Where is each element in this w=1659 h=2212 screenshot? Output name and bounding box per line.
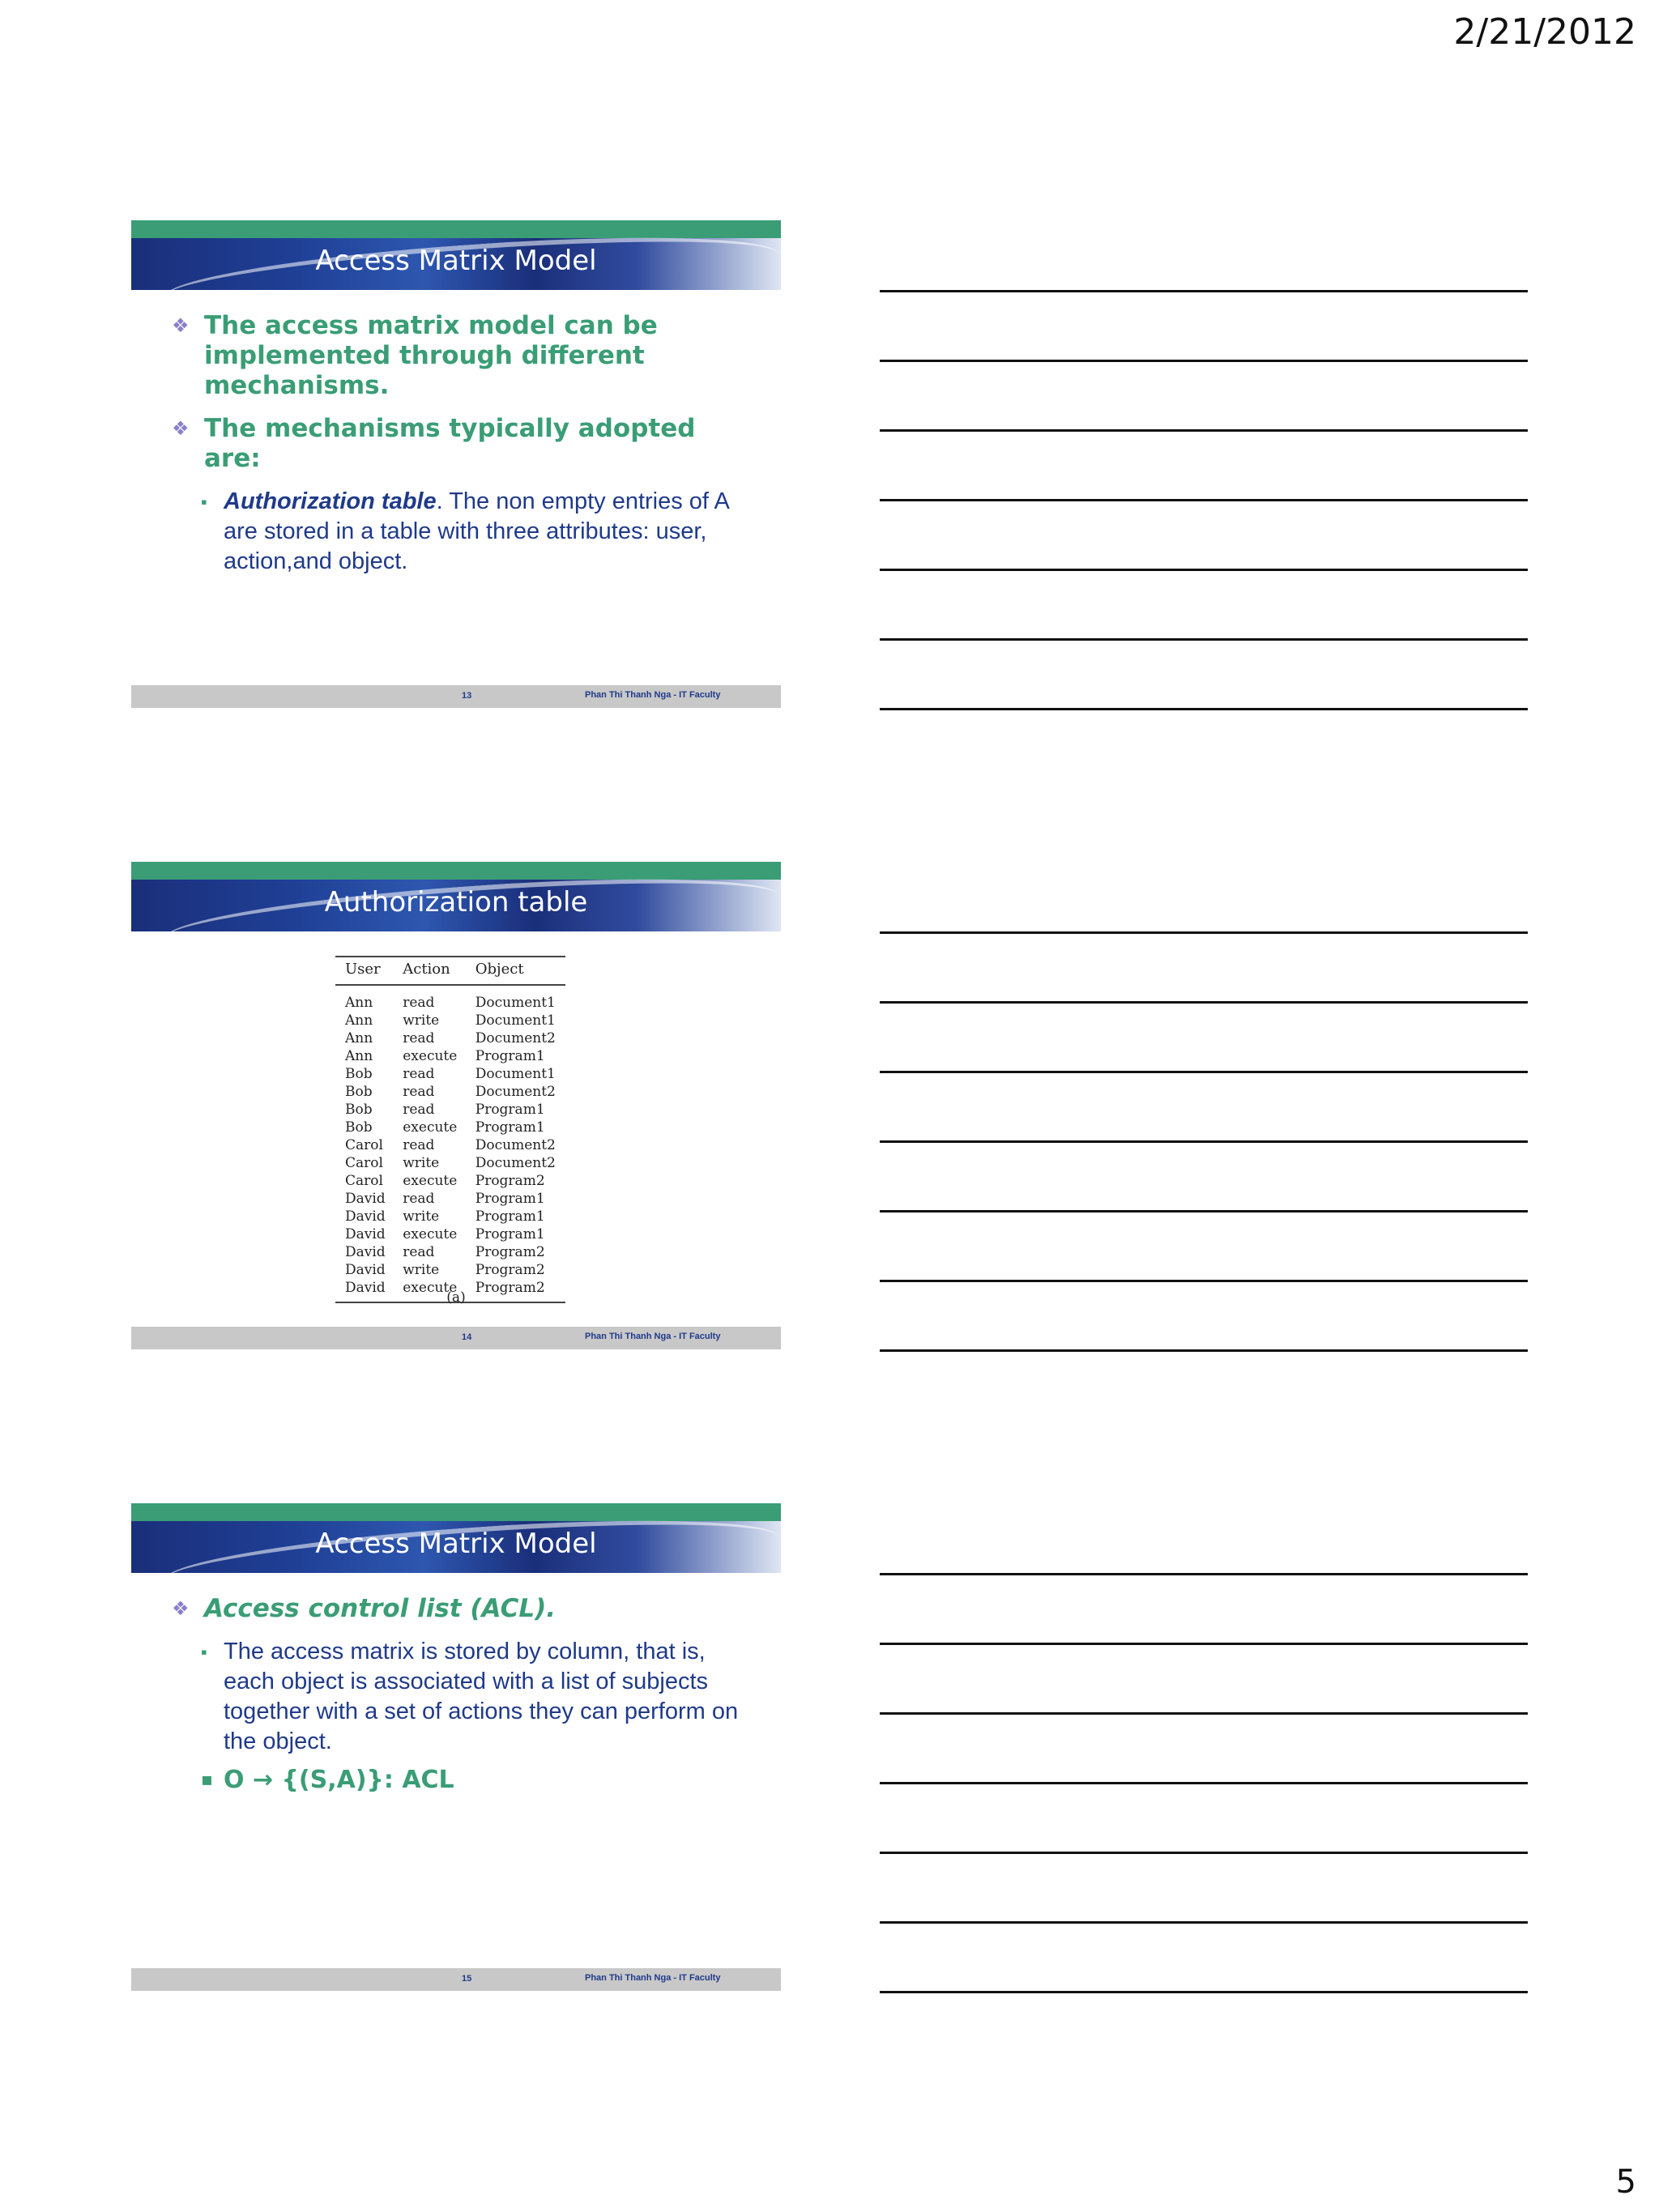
slide-number: 14 bbox=[462, 1332, 472, 1342]
table-row bbox=[335, 1225, 565, 1243]
slide-number: 13 bbox=[462, 691, 472, 701]
note-line bbox=[880, 499, 1528, 501]
sub-bullet-lead: Authorization table bbox=[224, 488, 437, 514]
note-line bbox=[880, 1573, 1528, 1575]
table-cell: Document2 bbox=[475, 1030, 556, 1046]
table-cell: read bbox=[403, 1030, 435, 1046]
table-cell: execute bbox=[403, 1048, 458, 1064]
table-cell: Program2 bbox=[475, 1173, 545, 1189]
column-header-user: User bbox=[335, 957, 393, 985]
bullet-text: Access control list (ACL). bbox=[204, 1594, 557, 1623]
slide-footer bbox=[131, 1968, 781, 1991]
table-cell: Program1 bbox=[475, 1102, 545, 1118]
table-cell: David bbox=[345, 1262, 386, 1278]
note-line bbox=[880, 1991, 1528, 1993]
note-line bbox=[880, 1210, 1528, 1213]
table-row bbox=[335, 1101, 565, 1119]
table-cell: Ann bbox=[345, 995, 373, 1011]
table-cell: Program1 bbox=[475, 1226, 545, 1242]
bullet bbox=[172, 414, 755, 474]
slide-footer bbox=[131, 1327, 781, 1349]
table-cell: Document1 bbox=[475, 995, 556, 1011]
table-cell: Ann bbox=[345, 1030, 373, 1046]
note-line bbox=[880, 290, 1528, 292]
slide-footer bbox=[131, 685, 781, 708]
slide-title: Authorization table bbox=[324, 886, 588, 918]
note-line bbox=[880, 429, 1528, 432]
sub-bullet-text: . The non empty entries of A are stored in a table with three attributes: user, action,and object. bbox=[224, 488, 729, 574]
table-cell: read bbox=[403, 1102, 435, 1118]
sub-bullet bbox=[172, 1637, 755, 1757]
table-cell: execute bbox=[403, 1173, 458, 1189]
slide-title: Access Matrix Model bbox=[315, 1528, 597, 1560]
table-cell: David bbox=[345, 1208, 386, 1225]
slide-body bbox=[172, 311, 755, 585]
table-row bbox=[335, 985, 565, 1012]
authorization-table bbox=[335, 956, 565, 1303]
footer-author: Phan Thi Thanh Nga - IT Faculty bbox=[585, 690, 721, 700]
note-line bbox=[880, 1782, 1528, 1784]
note-line bbox=[880, 1071, 1528, 1073]
table-cell: Document2 bbox=[475, 1137, 556, 1153]
table-row bbox=[335, 1208, 565, 1225]
note-line bbox=[880, 1712, 1528, 1715]
table-cell: execute bbox=[403, 1119, 458, 1136]
bullet-text: The access matrix model can be implemented through different mechanisms. bbox=[204, 311, 658, 400]
square-bullet-icon: ▪ bbox=[201, 1770, 213, 1790]
table-cell: Carol bbox=[345, 1155, 383, 1171]
sub-bullet bbox=[172, 1765, 755, 1795]
table-row bbox=[335, 1119, 565, 1136]
table-cell: Program2 bbox=[466, 1279, 565, 1302]
table-row bbox=[335, 1243, 565, 1261]
table-row bbox=[335, 1154, 565, 1172]
table-row bbox=[335, 1065, 565, 1083]
table-cell: Program1 bbox=[475, 1119, 545, 1136]
table-cell: David bbox=[345, 1244, 386, 1260]
table-row bbox=[335, 1047, 565, 1065]
table-cell: David bbox=[335, 1279, 393, 1302]
slide-title: Access Matrix Model bbox=[315, 245, 597, 277]
table-cell: write bbox=[403, 1155, 440, 1171]
sub-bullet-text: O → {(S,A)}: ACL bbox=[224, 1766, 454, 1794]
table-row bbox=[335, 1083, 565, 1101]
table-cell: Program2 bbox=[475, 1244, 545, 1260]
diamond-bullet-icon: ❖ bbox=[172, 314, 190, 337]
table-cell: Program1 bbox=[475, 1208, 545, 1225]
table-cell: Program1 bbox=[475, 1191, 545, 1207]
table-cell: Ann bbox=[345, 1012, 373, 1029]
table-cell: execute bbox=[403, 1226, 458, 1242]
slide-14 bbox=[131, 862, 781, 1349]
note-line bbox=[880, 1852, 1528, 1854]
bullet bbox=[172, 311, 755, 401]
table-cell: write bbox=[403, 1012, 440, 1029]
table-cell: read bbox=[403, 1244, 435, 1260]
table-cell: Ann bbox=[345, 1048, 373, 1064]
table-row bbox=[335, 1136, 565, 1154]
table-cell: David bbox=[345, 1226, 386, 1242]
slide-body bbox=[172, 1594, 755, 1803]
table-cell: Carol bbox=[345, 1173, 383, 1189]
table-row bbox=[335, 1261, 565, 1279]
page-number: 5 bbox=[1615, 2163, 1636, 2201]
table-caption: (a) bbox=[446, 1289, 466, 1306]
table-cell: Document2 bbox=[475, 1084, 556, 1100]
table-cell: read bbox=[403, 1084, 435, 1100]
column-header-object: Object bbox=[466, 957, 565, 985]
table-cell: write bbox=[403, 1262, 440, 1278]
table-row bbox=[335, 1190, 565, 1208]
table-cell: read bbox=[403, 995, 435, 1011]
table-cell: Document2 bbox=[475, 1155, 556, 1171]
note-line bbox=[880, 931, 1528, 934]
note-line bbox=[880, 1921, 1528, 1924]
table-cell: David bbox=[345, 1191, 386, 1207]
table-cell: Carol bbox=[345, 1137, 383, 1153]
square-bullet-icon: ▪ bbox=[201, 1642, 207, 1662]
square-bullet-icon: ▪ bbox=[201, 492, 207, 512]
slide-header bbox=[131, 1503, 781, 1573]
table-cell: Document1 bbox=[475, 1012, 556, 1029]
table-cell: write bbox=[403, 1208, 440, 1225]
slide-header bbox=[131, 220, 781, 290]
table-cell: read bbox=[403, 1137, 435, 1153]
note-line bbox=[880, 638, 1528, 641]
table-cell: Document1 bbox=[475, 1066, 556, 1082]
table-row bbox=[335, 1172, 565, 1190]
table-cell: Bob bbox=[345, 1119, 373, 1136]
slide-header bbox=[131, 862, 781, 931]
note-line bbox=[880, 1140, 1528, 1143]
table-cell: read bbox=[403, 1191, 435, 1207]
note-line bbox=[880, 1280, 1528, 1282]
table-cell: execute bbox=[393, 1279, 466, 1302]
table-body bbox=[335, 985, 565, 1302]
slide-15 bbox=[131, 1503, 781, 1991]
table-cell: Bob bbox=[345, 1102, 373, 1118]
page-date: 2/21/2012 bbox=[1453, 11, 1636, 53]
table-cell: Program1 bbox=[475, 1048, 545, 1064]
diamond-bullet-icon: ❖ bbox=[172, 1597, 190, 1620]
slide-number: 15 bbox=[462, 1974, 472, 1984]
bullet-text: The mechanisms typically adopted are: bbox=[204, 414, 696, 473]
footer-author: Phan Thi Thanh Nga - IT Faculty bbox=[585, 1332, 721, 1341]
note-line bbox=[880, 1643, 1528, 1645]
sub-bullet-text: The access matrix is stored by column, that is, each object is associated with a list of subjects together with a set of actions they can perform on the object. bbox=[224, 1639, 739, 1754]
table-row bbox=[335, 1012, 565, 1029]
bullet bbox=[172, 1594, 755, 1624]
sub-bullet bbox=[172, 487, 755, 577]
column-header-action: Action bbox=[393, 957, 466, 985]
note-line bbox=[880, 360, 1528, 362]
note-line bbox=[880, 708, 1528, 710]
note-line bbox=[880, 569, 1528, 571]
table-row bbox=[335, 1029, 565, 1047]
diamond-bullet-icon: ❖ bbox=[172, 417, 190, 440]
note-line bbox=[880, 1349, 1528, 1352]
footer-author: Phan Thi Thanh Nga - IT Faculty bbox=[585, 1973, 721, 1983]
table-cell: Bob bbox=[345, 1084, 373, 1100]
table-cell: Bob bbox=[345, 1066, 373, 1082]
table-cell: Program2 bbox=[475, 1262, 545, 1278]
table-cell: read bbox=[403, 1066, 435, 1082]
slide-13 bbox=[131, 220, 781, 708]
note-line bbox=[880, 1001, 1528, 1004]
